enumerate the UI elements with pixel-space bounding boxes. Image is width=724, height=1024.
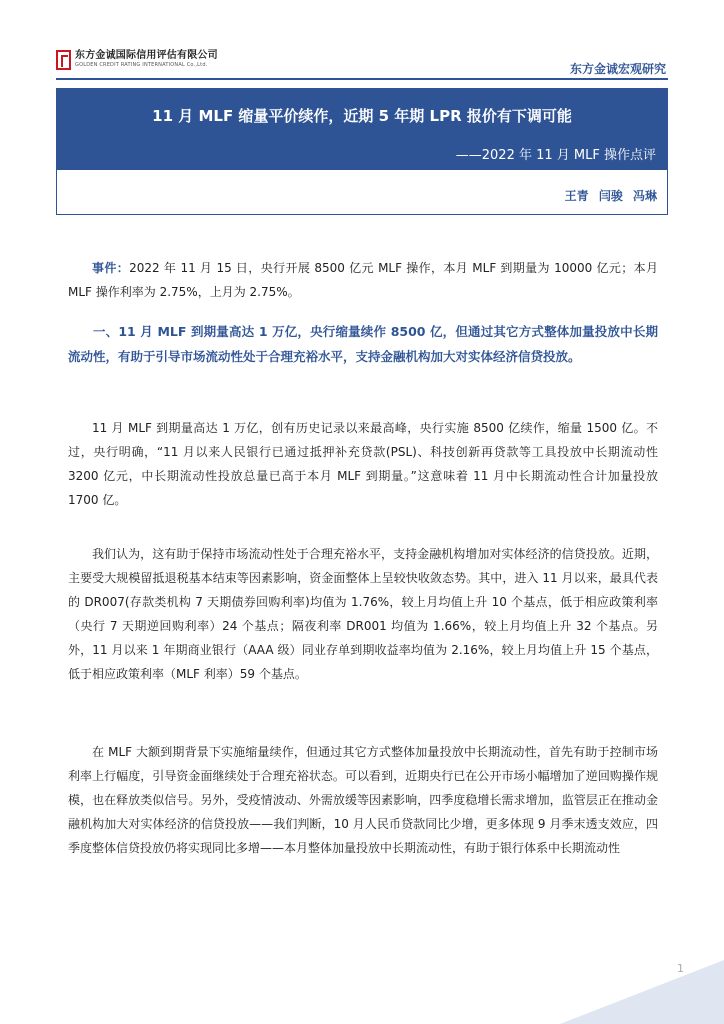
title-banner — [56, 88, 668, 170]
company-logo — [56, 50, 218, 70]
logo-name-en: GOLDEN CREDIT RATING INTERNATIONAL Co.,Ltd. — [75, 62, 208, 68]
section-heading-1: 一、11 月 MLF 到期量高达 1 万亿，央行缩量续作 8500 亿，但通过其它方式整体加量投放中长期流动性，有助于引导市场流动性处于合理充裕水平，支持金融机构加大对实体经济信贷投放。 — [68, 324, 658, 364]
body-paragraph-2: 我们认为，这有助于保持市场流动性处于合理充裕水平，支持金融机构增加对实体经济的信贷投放。近期，主要受大规模留抵退税基本结束等因素影响，资金面整体上呈较快收敛态势。其中，进入 11 月以来，最具代表的 DR007(存款类机构 7 天期债券回购利率)均值为 1.76%，较上月均值上升 10 个基点，低于相应政策利率（央行 7 天期逆回购利率）24 个基点；隔夜利率 DR001 均值为 1.66%，较上月均值上升 32 个基点。另外，11 月以来 1 年期商业银行（AAA 级）同业存单到期收益率均值为 2.16%，较上月均值上升 15 个基点，低于相应政策利率（MLF 利率）59 个基点。 — [68, 547, 658, 681]
authors: 王青 闫骏 冯琳 — [564, 189, 657, 203]
page-number: 1 — [677, 962, 684, 975]
event-label: 事件： — [92, 261, 130, 275]
header-divider — [56, 78, 668, 80]
body-paragraph-1: 11 月 MLF 到期量高达 1 万亿，创有历史记录以来最高峰，央行实施 8500 亿续作，缩量 1500 亿。不过，央行明确，“11 月以来人民银行已通过抵押补充贷款(PSL)、科技创新再贷款等工具投放中长期流动性 3200 亿元，中长期流动性投放总量已高于本月 MLF 到期量。”这意味着 11 月中长期流动性合计加量投放 1700 亿。 — [68, 421, 658, 507]
logo-icon — [56, 50, 71, 70]
event-text: 2022 年 11 月 15 日，央行开展 8500 亿元 MLF 操作，本月 MLF 到期量为 10000 亿元；本月 MLF 操作利率为 2.75%，上月为 2.75%。 — [68, 261, 658, 299]
author-box — [56, 170, 668, 215]
report-brand: 东方金诚宏观研究 — [569, 62, 666, 76]
event-paragraph — [68, 256, 658, 304]
report-title: 11 月 MLF 缩量平价续作，近期 5 年期 LPR 报价有下调可能 — [152, 107, 572, 125]
page-header — [56, 46, 668, 76]
logo-name-cn: 东方金诚国际信用评估有限公司 — [75, 50, 218, 61]
page-corner-decoration — [560, 960, 724, 1024]
body-paragraph-3: 在 MLF 大额到期背景下实施缩量续作，但通过其它方式整体加量投放中长期流动性，首先有助于控制市场利率上行幅度，引导资金面继续处于合理充裕状态。可以看到，近期央行已在公开市场小幅增加了逆回购操作规模，也在释放类似信号。另外，受疫情波动、外需放缓等因素影响，四季度稳增长需求增加，监管层正在推动金融机构加大对实体经济的信贷投放——我们判断，10 月人民币贷款同比少增，更多体现 9 月季末透支效应，四季度整体信贷投放仍将实现同比多增——本月整体加量投放中长期流动性，有助于银行体系中长期流动性 — [68, 745, 658, 855]
report-subtitle: ——2022 年 11 月 MLF 操作点评 — [455, 148, 656, 163]
